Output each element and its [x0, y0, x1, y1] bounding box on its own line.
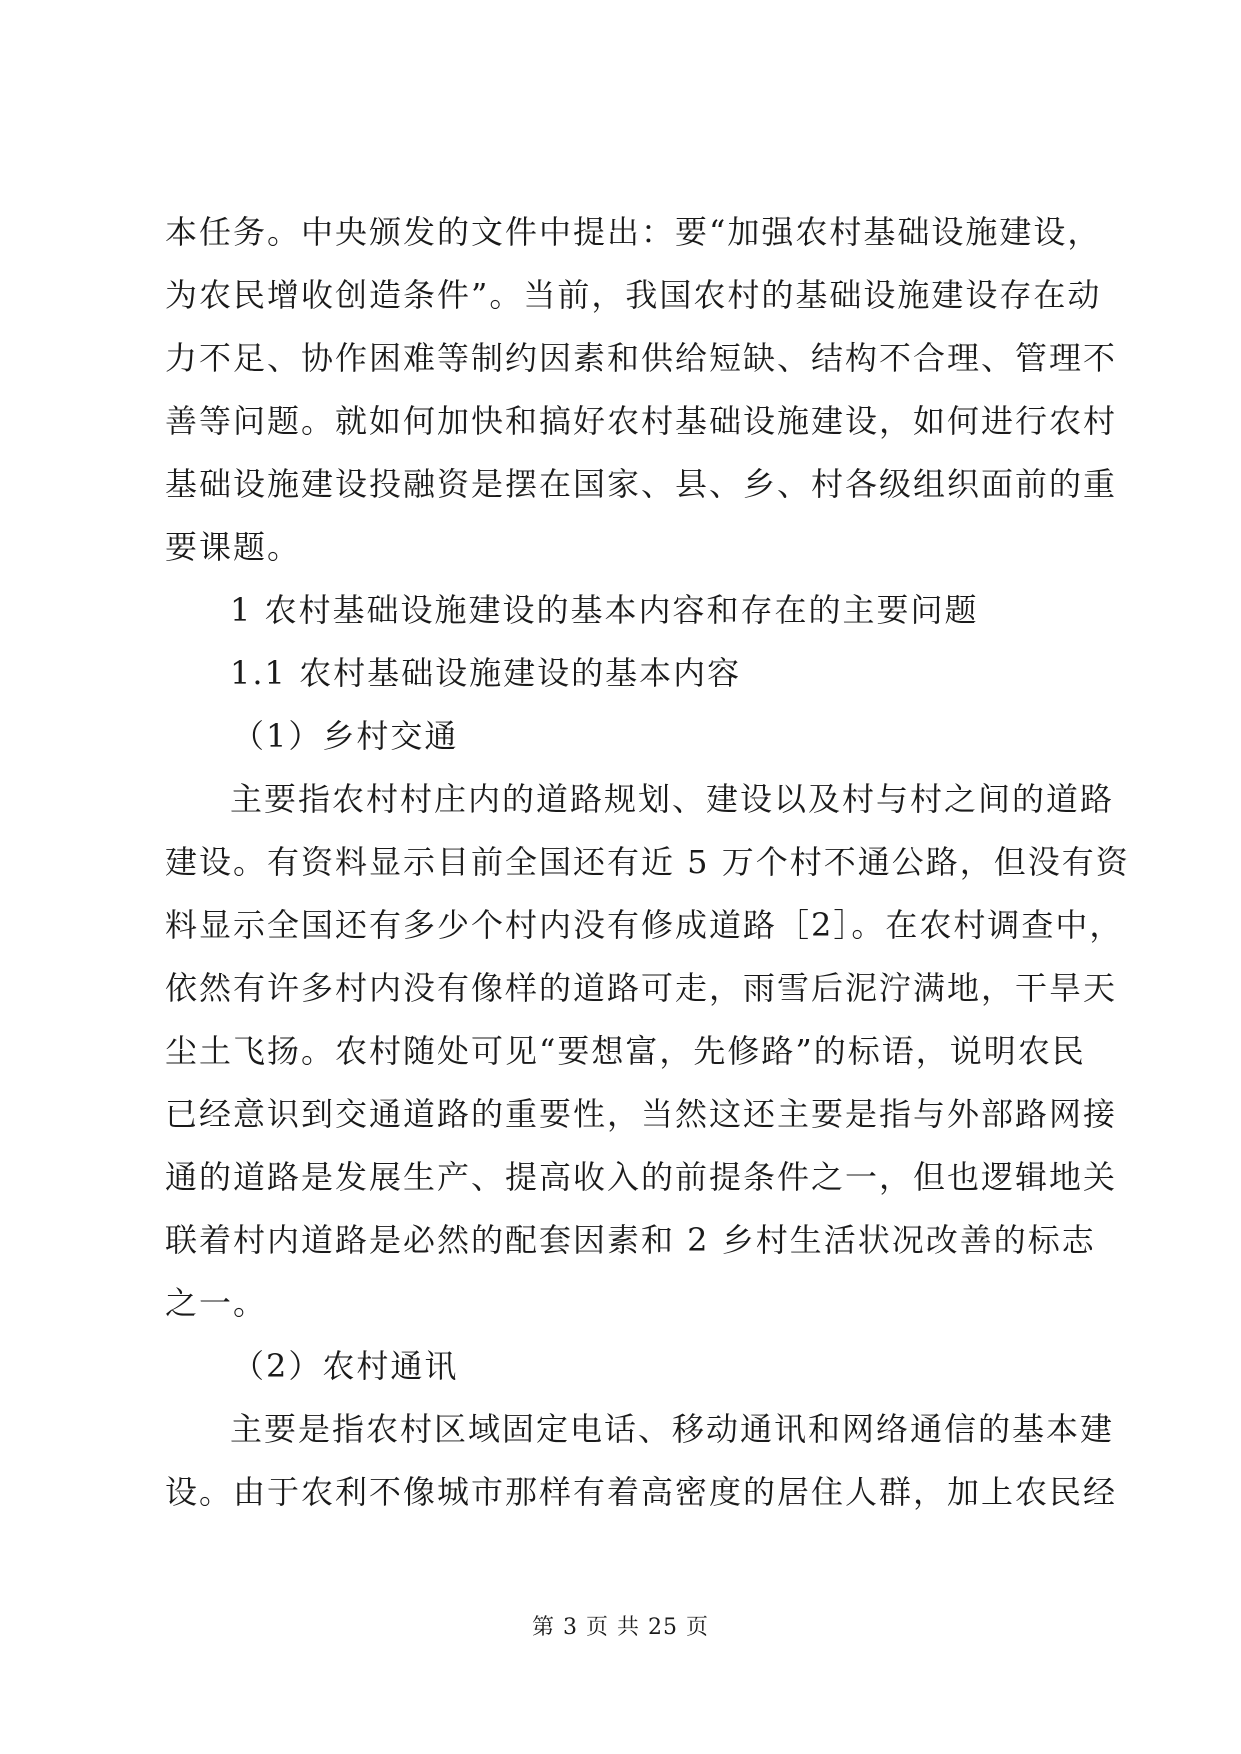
body-text-line: 设。由于农利不像城市那样有着高密度的居住人群，加上农民经 — [165, 1473, 1118, 1511]
body-text-line: 主要指农村村庄内的道路规划、建设以及村与村之间的道路 — [230, 780, 1115, 818]
body-text-line: 力不足、协作困难等制约因素和供给短缺、结构不合理、管理不 — [165, 339, 1118, 377]
section-heading: 1 农村基础设施建设的基本内容和存在的主要问题 — [230, 591, 979, 629]
body-text-line: 依然有许多村内没有像样的道路可走，雨雪后泥泞满地，干旱天 — [165, 969, 1118, 1007]
body-text-line: 联着村内道路是必然的配套因素和 2 乡村生活状况改善的标志 — [165, 1221, 1096, 1259]
body-text-line: 之一。 — [165, 1284, 268, 1322]
body-text-line: 善等问题。就如何加快和搞好农村基础设施建设，如何进行农村 — [165, 402, 1118, 440]
body-text-line: 基础设施建设投融资是摆在国家、县、乡、村各级组织面前的重 — [165, 465, 1118, 503]
body-text-line: 要课题。 — [165, 528, 302, 566]
body-text-line: 为农民增收创造条件”。当前，我国农村的基础设施建设存在动 — [165, 276, 1102, 314]
body-text-line: 料显示全国还有多少个村内没有修成道路［2］。在农村调查中， — [165, 906, 1124, 944]
body-text-line: 尘土飞扬。农村随处可见“要想富，先修路”的标语，说明农民 — [165, 1032, 1086, 1070]
subsection-heading: 1.1 农村基础设施建设的基本内容 — [230, 654, 742, 692]
body-text-line: 已经意识到交通道路的重要性，当然这还主要是指与外部路网接 — [165, 1095, 1118, 1133]
page-number-footer: 第 3 页 共 25 页 — [532, 1615, 709, 1640]
item-heading: （1）乡村交通 — [232, 717, 459, 755]
body-text-line: 建设。有资料显示目前全国还有近 5 万个村不通公路，但没有资 — [165, 843, 1130, 881]
item-heading: （2）农村通讯 — [232, 1347, 459, 1385]
body-text-line: 通的道路是发展生产、提高收入的前提条件之一，但也逻辑地关 — [165, 1158, 1118, 1196]
body-text-line: 主要是指农村区域固定电话、移动通讯和网络通信的基本建 — [230, 1410, 1115, 1448]
body-text-line: 本任务。中央颁发的文件中提出：要“加强农村基础设施建设， — [165, 213, 1102, 251]
